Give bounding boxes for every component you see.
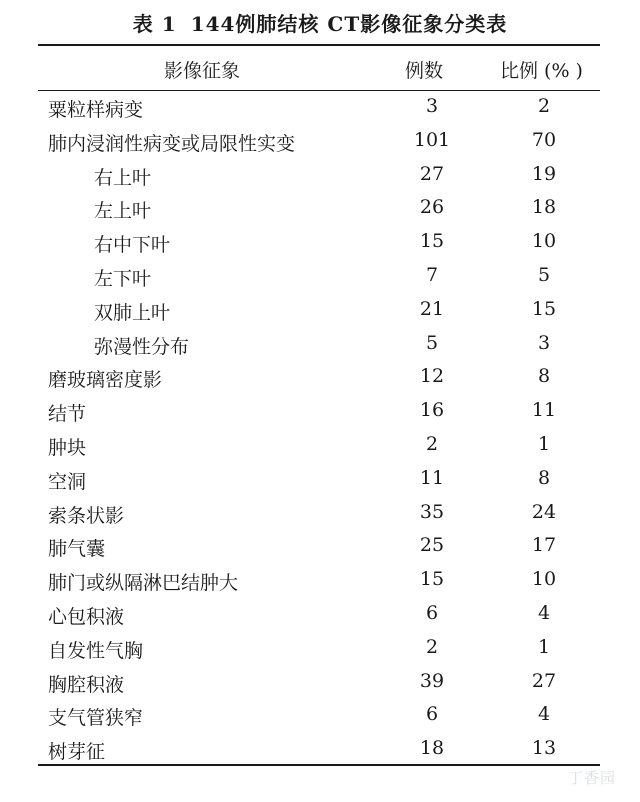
table-row — [38, 428, 600, 462]
cell-count: 15 — [419, 230, 445, 253]
cell-name: 肺气囊 — [48, 538, 106, 561]
table-row — [38, 698, 600, 732]
cell-name: 右中下叶 — [94, 234, 171, 257]
table-row — [38, 124, 600, 158]
cell-ratio: 5 — [537, 263, 551, 286]
top-rule — [38, 44, 600, 46]
table-row — [38, 665, 600, 699]
cell-count: 11 — [419, 466, 445, 489]
table-row — [38, 462, 600, 496]
cell-count: 2 — [425, 635, 439, 658]
cell-name: 结节 — [48, 403, 87, 426]
cell-count: 18 — [419, 737, 445, 760]
cell-count: 6 — [425, 601, 439, 624]
cell-name: 自发性气胸 — [48, 639, 144, 662]
cell-ratio: 13 — [531, 737, 557, 760]
cell-name: 磨玻璃密度影 — [48, 369, 163, 392]
cell-name: 肿块 — [48, 436, 87, 459]
cell-count: 101 — [413, 128, 451, 151]
table-row — [38, 597, 600, 631]
cell-count: 12 — [419, 365, 445, 388]
cell-ratio: 18 — [531, 196, 557, 219]
cell-count: 16 — [419, 399, 445, 422]
cell-name: 空洞 — [48, 470, 87, 493]
cell-name: 树芽征 — [48, 741, 106, 764]
table-number: 表 1 — [132, 12, 177, 36]
table-row — [38, 327, 600, 361]
column-header-item: 影像征象 — [164, 60, 241, 82]
table-header — [38, 50, 600, 86]
watermark-logo: 丁香园 — [567, 769, 616, 787]
cell-name: 左下叶 — [94, 267, 152, 290]
cell-name: 索条状影 — [48, 504, 125, 527]
bottom-rule — [38, 764, 600, 766]
cell-ratio: 4 — [537, 703, 551, 726]
cell-count: 27 — [419, 162, 445, 185]
cell-name: 粟粒样病变 — [48, 99, 144, 121]
cell-count: 3 — [425, 95, 439, 117]
cell-count: 26 — [419, 196, 445, 219]
table-row — [38, 394, 600, 428]
cell-count: 15 — [419, 568, 445, 591]
table-row — [38, 259, 600, 293]
cell-count: 2 — [425, 432, 439, 455]
table-row — [38, 191, 600, 225]
column-header-count: 例数 — [405, 60, 444, 82]
cell-ratio: 11 — [531, 399, 557, 422]
cell-ratio: 2 — [537, 95, 551, 117]
table-row — [38, 631, 600, 665]
cell-ratio: 1 — [537, 432, 551, 455]
cell-name: 胸腔积液 — [48, 673, 125, 696]
cell-ratio: 24 — [531, 500, 557, 523]
table-row — [38, 293, 600, 327]
cell-ratio: 4 — [537, 601, 551, 624]
cell-ratio: 17 — [531, 534, 557, 557]
table-caption: 144例肺结核 CT影像征象分类表 — [190, 12, 508, 36]
cell-ratio: 15 — [531, 297, 557, 320]
cell-count: 5 — [425, 331, 439, 354]
cell-ratio: 1 — [537, 635, 551, 658]
cell-name: 肺内浸润性病变或局限性实变 — [48, 132, 296, 155]
table-title — [0, 8, 640, 37]
cell-name: 肺门或纵隔淋巴结肿大 — [48, 572, 239, 595]
cell-count: 25 — [419, 534, 445, 557]
cell-name: 右上叶 — [94, 166, 152, 189]
cell-ratio: 10 — [531, 568, 557, 591]
table-body — [38, 90, 600, 766]
table-row — [38, 563, 600, 597]
table-row — [38, 360, 600, 394]
cell-name: 左上叶 — [94, 200, 152, 223]
table-row — [38, 732, 600, 766]
cell-count: 35 — [419, 500, 445, 523]
cell-name: 支气管狭窄 — [48, 707, 144, 730]
table-row — [38, 496, 600, 530]
table-row — [38, 529, 600, 563]
cell-ratio: 3 — [537, 331, 551, 354]
cell-name: 心包积液 — [48, 605, 125, 628]
cell-count: 21 — [419, 297, 445, 320]
cell-ratio: 70 — [531, 128, 557, 151]
cell-count: 6 — [425, 703, 439, 726]
cell-count: 39 — [419, 669, 445, 692]
cell-ratio: 27 — [531, 669, 557, 692]
column-header-ratio: 比例 (% ) — [500, 60, 583, 82]
cell-ratio: 10 — [531, 230, 557, 253]
cell-count: 7 — [425, 263, 439, 286]
cell-ratio: 8 — [537, 365, 551, 388]
table-row — [38, 90, 600, 124]
cell-ratio: 8 — [537, 466, 551, 489]
table-row — [38, 225, 600, 259]
cell-name: 双肺上叶 — [94, 301, 171, 324]
table-row — [38, 158, 600, 192]
cell-name: 弥漫性分布 — [94, 335, 190, 358]
cell-ratio: 19 — [531, 162, 557, 185]
